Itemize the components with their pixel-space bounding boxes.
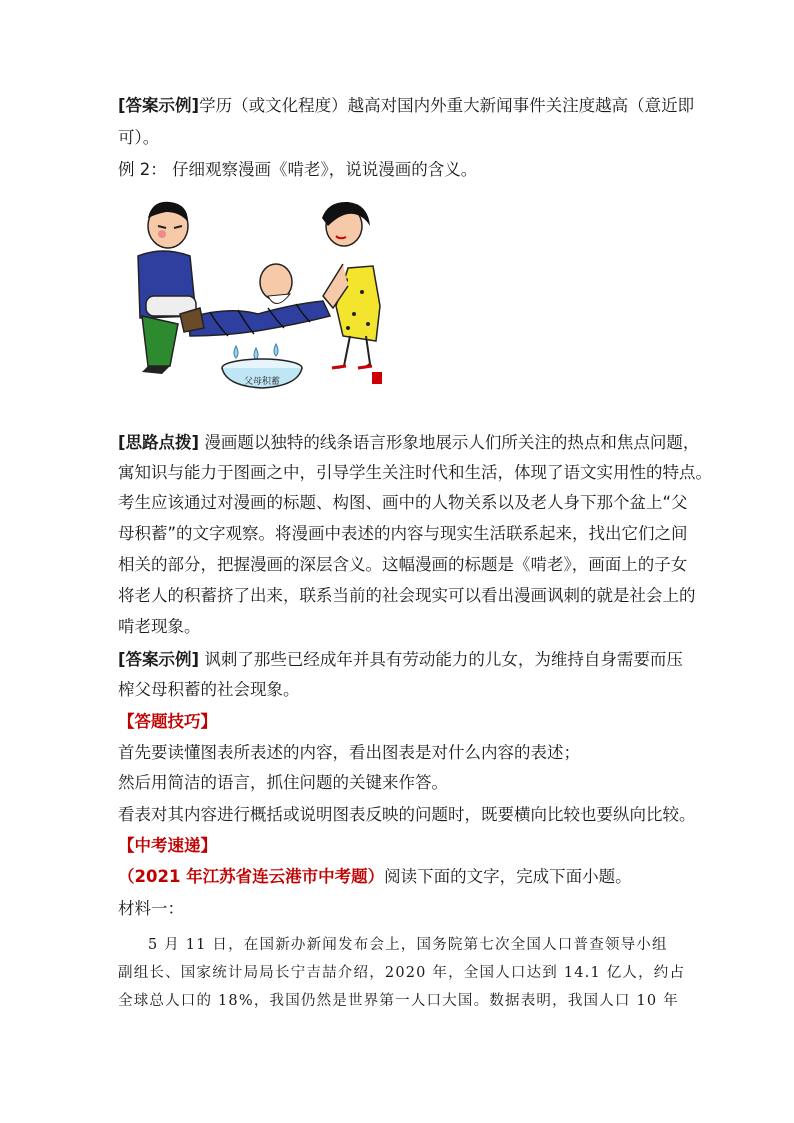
answer-example-line-2: 可）。 [118, 128, 160, 147]
analysis-tag: [思路点拨] [118, 433, 200, 452]
analysis-line-2: 寓知识与能力于图画之中，引导学生关注时代和生活，体现了语文实用性的特点。 [118, 463, 712, 482]
material-paragraph-line-1: 5 月 11 日，在国新办新闻发布会上，国务院第七次全国人口普查领导小组 [148, 937, 668, 953]
man-figure [138, 202, 196, 374]
tips-heading: 【答题技巧】 [118, 712, 217, 731]
answer-example-2-line-1: [答案示例] 讽刺了那些已经成年并具有劳动能力的儿女，为维持自身需要而压 [118, 650, 683, 669]
woman-figure [322, 202, 380, 368]
answer-example-2-line-2: 榨父母积蓄的社会现象。 [118, 680, 300, 699]
answer-example-line-1: [答案示例]学历（或文化程度）越高对国内外重大新闻事件关注度越高（意近即 [118, 96, 695, 115]
material-paragraph-line-3: 全球总人口的 18%，我国仍然是世界第一人口大国。数据表明，我国人口 10 年 [118, 993, 679, 1009]
material-one-label: 材料一： [118, 899, 184, 918]
analysis-line-1: [思路点拨] 漫画题以独特的线条语言形象地展示人们所关注的热点和焦点问题， [118, 433, 700, 452]
tips-line-3: 看表对其内容进行概括或说明图表反映的问题时，既要横向比较也要纵向比较。 [118, 805, 696, 824]
answer-example-2-tag: [答案示例] [118, 650, 200, 669]
basin-label: 父母积蓄 [243, 377, 281, 387]
analysis-line-6: 将老人的积蓄挤了出来，联系当前的社会现实可以看出漫画讽刺的就是社会上的 [118, 586, 696, 605]
cartoon-illustration [118, 196, 396, 392]
analysis-line-7: 啃老现象。 [118, 617, 201, 636]
falling-drops [234, 344, 278, 360]
tips-line-2: 然后用简洁的语言，抓住问题的关键来作答。 [118, 773, 448, 792]
analysis-line-4: 母积蓄”的文字观察。将漫画中表述的内容与现实生活联系起来，找出它们之间 [118, 524, 688, 543]
exam-source: （2021 年江苏省连云港市中考题） [118, 867, 385, 886]
material-paragraph-line-2: 副组长、国家统计局局长宁吉喆介绍，2020 年，全国人口达到 14.1 亿人，约占 [118, 965, 686, 981]
tips-line-1: 首先要读懂图表所表述的内容，看出图表是对什么内容的表述； [118, 743, 580, 762]
example-2-prompt: 例 2： 仔细观察漫画《啃老》，说说漫画的含义。 [118, 160, 478, 179]
old-man-figure [180, 264, 330, 336]
artist-seal [372, 372, 382, 384]
exam-source-line: （2021 年江苏省连云港市中考题）阅读下面的文字，完成下面小题。 [118, 867, 632, 886]
analysis-line-3: 考生应该通过对漫画的标题、构图、画中的人物关系以及老人身下那个盆上“父 [118, 493, 688, 512]
analysis-line-5: 相关的部分，把握漫画的深层含义。这幅漫画的标题是《啃老》，画面上的子女 [118, 555, 688, 574]
savings-basin [222, 359, 302, 388]
answer-example-tag: [答案示例] [118, 96, 200, 115]
exam-heading: 【中考速递】 [118, 836, 217, 855]
